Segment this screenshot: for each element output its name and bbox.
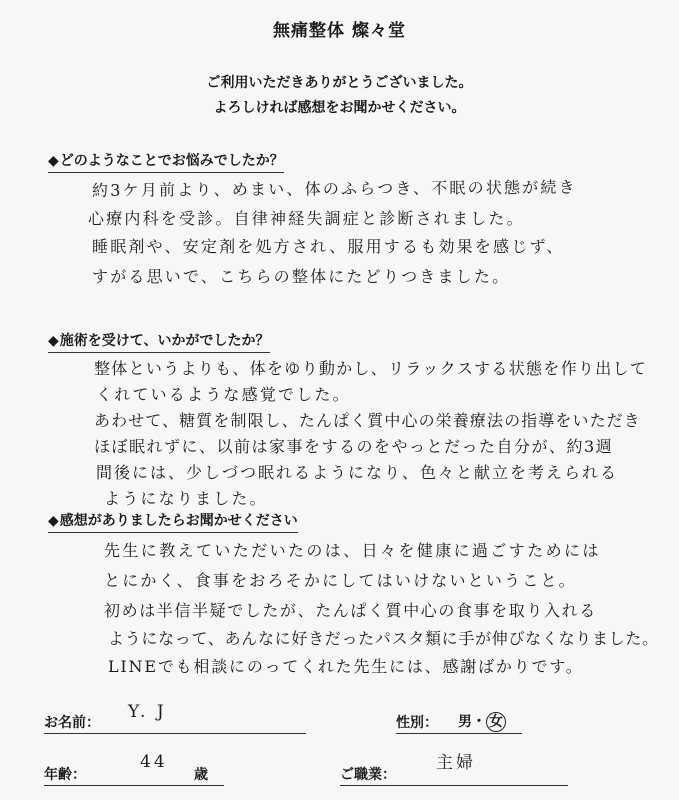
job-underline [340,785,568,786]
answer-3-line-1: 先生に教えていただいたのは、日々を健康に過ごすためには [104,541,601,560]
question-3 [48,510,298,533]
gender-label: 性別： [396,715,438,731]
gender-separator: ・ [472,714,486,730]
question-2-text: 施術を受けて、いかがでしたか？ [59,333,270,349]
answer-2-line-6: ようになりました。 [104,489,268,508]
gender-female-circled: 女 [486,712,506,732]
answer-3-line-2: とにかく、食事をおろそかにしてはいけないということ。 [104,571,577,590]
name-underline [44,733,306,734]
job-label: ご職業： [340,767,396,783]
answer-2-line-4: ほぼ眠れずに、以前は家事をするのをやっとだった自分が、約3週 [94,437,614,456]
answer-2-line-5: 間後には、少しづつ眠れるようになり、色々と献立を考えられる [96,463,619,482]
age-underline [44,785,224,786]
answer-1-line-4: すがる思いで、こちらの整体にたどりつきました。 [92,267,511,286]
age-value: 44 [140,752,168,772]
answer-1-line-2: 心療内科を受診。自律神経失調症と診断されました。 [88,209,525,228]
clinic-name: 無痛整体 燦々堂 [273,21,406,41]
diamond-icon: ◆ [48,153,59,169]
age-unit: 歳 [194,767,208,783]
answer-1-line-1: 約3ケ月前より、めまい、体のふらつき、不眠の状態が続き [91,177,577,200]
question-3-text: 感想がありましたらお聞かせください [59,513,298,529]
gender-options [458,711,506,732]
age-label: 年齢： [44,767,86,783]
diamond-icon: ◆ [48,513,59,529]
question-2 [48,330,270,353]
thanks-line-2: よろしければ感想をお聞かせください。 [213,100,466,116]
question-1 [48,150,284,173]
answer-3-line-5: LINEでも相談にのってくれた先生には、感謝ばかりです。 [108,657,584,676]
question-1-text: どのようなことでお悩みでしたか？ [59,153,284,169]
answer-3-line-4: ようになって、あんなに好きだったパスタ類に手が伸びなくなりました。 [108,629,659,648]
gender-male: 男 [458,714,472,730]
name-value: Y. J [128,702,167,722]
gender-underline [396,733,522,734]
answer-2-line-2: くれているような感覚でした。 [96,385,351,404]
answer-3-line-3: 初めは半信半疑でしたが、たんぱく質中心の食事を取り入れる [104,601,597,620]
job-value: 主婦 [436,753,476,773]
name-label: お名前： [44,715,100,731]
answer-2-line-1: 整体というよりも、体をゆり動かし、リラックスする状態を作り出して [94,359,648,378]
diamond-icon: ◆ [48,333,59,349]
thanks-line-1: ご利用いただきありがとうございました。 [206,75,473,91]
answer-2-line-3: あわせて、糖質を制限し、たんぱく質中心の栄養療法の指導をいただき [94,411,641,430]
answer-1-line-3: 睡眠剤や、安定剤を処方され、服用するも効果を感じず、 [92,237,565,256]
